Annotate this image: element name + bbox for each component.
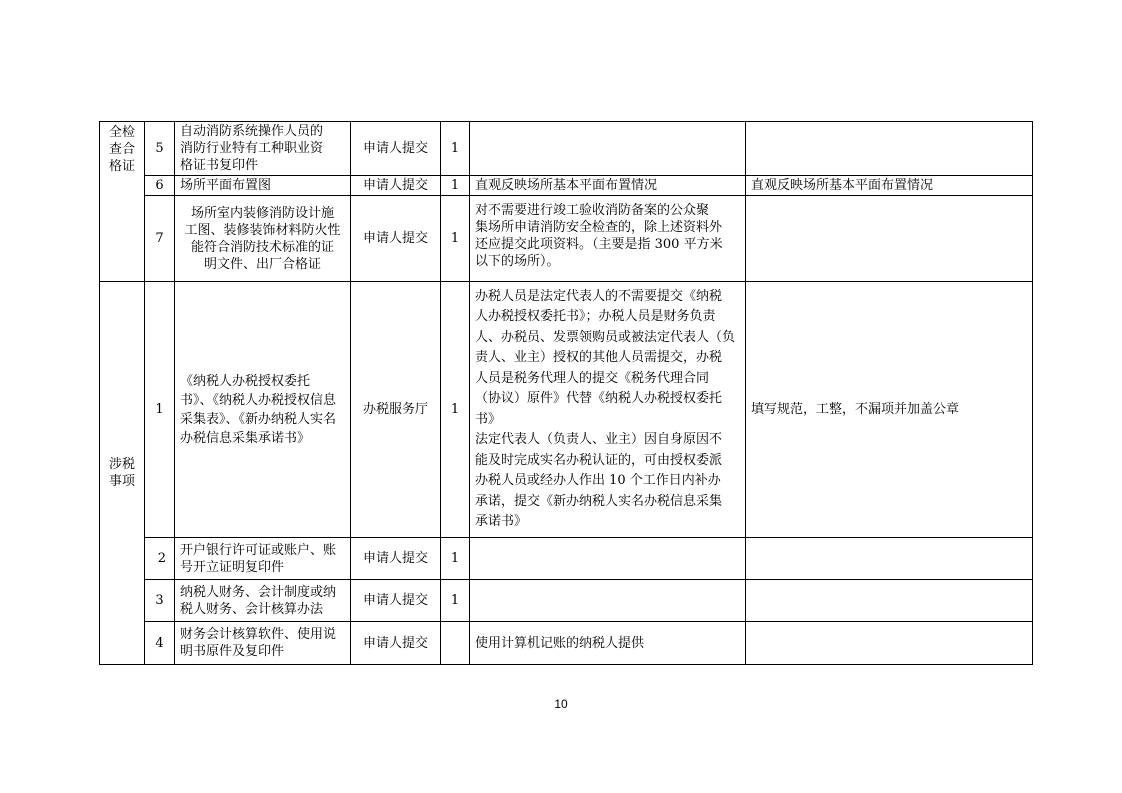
copy-count: 1 [441,176,470,196]
material-source: 申请人提交 [351,196,441,282]
material-source: 申请人提交 [351,176,441,196]
material-note [470,122,746,176]
row-number: 1 [145,282,175,538]
table-row [100,176,1033,196]
material-name: 自动消防系统操作人员的 消防行业特有工种职业资 格证书复印件 [175,122,351,176]
material-name: 场所平面布置图 [175,176,351,196]
table-row [100,580,1033,622]
row-number: 7 [145,196,175,282]
material-name: 场所室内装修消防设计施 工图、装修装饰材料防火性 能符合消防技术标准的证 明文件、出厂合格证 [175,196,351,282]
material-requirement [746,538,1033,580]
materials-table [99,121,1033,665]
material-name: 《纳税人办税授权委托 书》、《纳税人办税授权信息 采集表》、《新办纳税人实名 办税信息采集承诺书》 [175,282,351,538]
material-note [470,538,746,580]
material-requirement [746,196,1033,282]
row-number: 5 [145,122,175,176]
material-note: 使用计算机记账的纳税人提供 [470,622,746,665]
table-row [100,538,1033,580]
category-cell-fire-inspection: 全检 查合 格证 [100,122,145,282]
copy-count: 1 [441,282,470,538]
material-source: 申请人提交 [351,538,441,580]
material-source: 申请人提交 [351,622,441,665]
material-note: 对不需要进行竣工验收消防备案的公众聚 集场所申请消防安全检查的，除上述资料外 还应提交此项资料。（主要是指 300 平方米 以下的场所）。 [470,196,746,282]
material-source: 申请人提交 [351,580,441,622]
table-row [100,622,1033,665]
material-requirement [746,622,1033,665]
material-name: 纳税人财务、会计制度或纳 税人财务、会计核算办法 [175,580,351,622]
material-requirement [746,122,1033,176]
table-row [100,282,1033,538]
copy-count: 1 [441,580,470,622]
material-source: 申请人提交 [351,122,441,176]
material-note [470,580,746,622]
material-requirement: 填写规范，工整，不漏项并加盖公章 [746,282,1033,538]
material-note: 直观反映场所基本平面布置情况 [470,176,746,196]
material-note: 办税人员是法定代表人的不需要提交《纳税 人办税授权委托书》；办税人员是财务负责 人、办税员、发票领购员或被法定代表人（负 责人、业主）授权的其他人员需提交，办税 人员是税务代理人的提交《税务代理合同 （协议）原件》代替《纳税人办税授权委托 书》 法定代表人（负责人、业主）因自身原因不 能及时完成实名办税认证的，可由授权委派 办税人员或经办人作出 10 个工作日内补办 承诺，提交《新办纳税人实名办税信息采集 承诺书》 [470,282,746,538]
row-number: 6 [145,176,175,196]
material-name: 财务会计核算软件、使用说 明书原件及复印件 [175,622,351,665]
row-number: 2 [145,538,175,580]
material-name: 开户银行许可证或账户、账 号开立证明复印件 [175,538,351,580]
material-requirement: 直观反映场所基本平面布置情况 [746,176,1033,196]
page-number: 10 [554,697,568,711]
row-number: 3 [145,580,175,622]
table-row [100,196,1033,282]
copy-count: 1 [441,196,470,282]
table-row [100,122,1033,176]
category-cell-tax-matters: 涉税 事项 [100,282,145,665]
copy-count [441,622,470,665]
material-requirement [746,580,1033,622]
row-number: 4 [145,622,175,665]
material-source: 办税服务厅 [351,282,441,538]
copy-count: 1 [441,538,470,580]
copy-count: 1 [441,122,470,176]
